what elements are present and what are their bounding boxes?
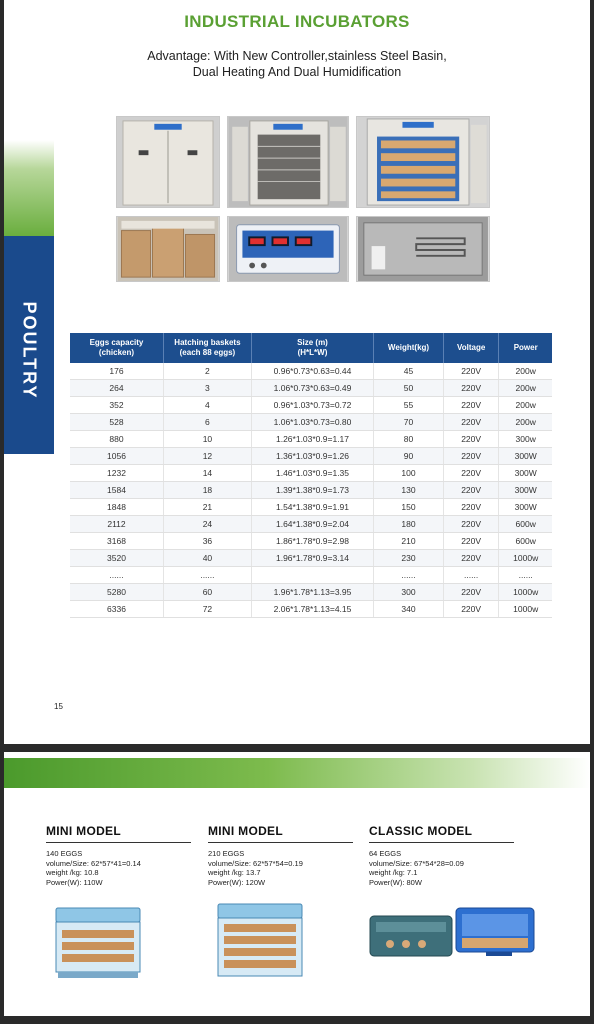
table-cell: 230 (374, 550, 444, 567)
model-power: Power(W): 80W (369, 877, 422, 887)
table-cell: 12 (163, 448, 251, 465)
mini-incubator-140-image (48, 902, 148, 982)
model-eggs: 64 EGGS (369, 849, 402, 858)
table-cell: 2 (163, 363, 251, 380)
table-cell (251, 567, 373, 584)
table-cell: 300w (499, 431, 552, 448)
controller-panel-image (228, 217, 348, 281)
model-size: volume/Size: 62*57*41=0.14 (46, 858, 141, 868)
table-cell: 1.36*1.03*0.9=1.26 (251, 448, 373, 465)
table-cell: 180 (374, 516, 444, 533)
sidebar-green-accent (4, 140, 54, 236)
table-row (70, 448, 552, 465)
table-row (70, 465, 552, 482)
table-cell: 3 (163, 380, 251, 397)
table-cell: 60 (163, 584, 251, 601)
table-row (70, 584, 552, 601)
table-cell: 220V (443, 465, 499, 482)
table-cell: 14 (163, 465, 251, 482)
table-cell: 300W (499, 499, 552, 516)
model-name: MINI MODEL (208, 824, 353, 843)
incubator-closed-image (117, 117, 219, 207)
table-row (70, 397, 552, 414)
model-specs (208, 849, 353, 887)
table-row (70, 499, 552, 516)
photo-packed-boxes (116, 216, 220, 282)
subtitle-line-1: Advantage: With New Controller,stainless Steel Basin, (147, 49, 447, 63)
packed-boxes-image (117, 217, 219, 281)
model-name: CLASSIC MODEL (369, 824, 514, 843)
incubator-open-image (228, 117, 348, 207)
table-cell: 70 (374, 414, 444, 431)
table-cell: 80 (374, 431, 444, 448)
page-subtitle (4, 48, 590, 80)
mini-incubator-140-picture (48, 902, 148, 982)
table-cell: 176 (70, 363, 163, 380)
table-cell: 1232 (70, 465, 163, 482)
classic-incubator-64-picture (366, 902, 538, 982)
table-cell: 220V (443, 499, 499, 516)
table-row (70, 431, 552, 448)
table-cell: 1.26*1.03*0.9=1.17 (251, 431, 373, 448)
model-specs (369, 849, 514, 887)
table-cell: 3168 (70, 533, 163, 550)
col-weight: Weight(kg) (374, 333, 444, 363)
table-cell: 220V (443, 414, 499, 431)
table-cell: 90 (374, 448, 444, 465)
table-row (70, 380, 552, 397)
table-cell: 10 (163, 431, 251, 448)
incubator-photo-open-trays (227, 116, 349, 208)
table-cell: 1.96*1.78*1.13=3.95 (251, 584, 373, 601)
table-cell: 2.06*1.78*1.13=4.15 (251, 601, 373, 618)
page-title: INDUSTRIAL INCUBATORS (184, 12, 410, 31)
table-cell: 24 (163, 516, 251, 533)
table-cell: 2112 (70, 516, 163, 533)
col-voltage: Voltage (443, 333, 499, 363)
table-cell: 40 (163, 550, 251, 567)
brochure-page-mini-models (4, 752, 590, 1016)
table-cell: 1584 (70, 482, 163, 499)
table-cell: 1000w (499, 601, 552, 618)
spec-table-header-row (70, 333, 552, 363)
table-cell: 340 (374, 601, 444, 618)
table-cell: 220V (443, 482, 499, 499)
model-size: volume/Size: 62*57*54=0.19 (208, 858, 303, 868)
model-size: volume/Size: 67*54*28=0.09 (369, 858, 464, 868)
model-eggs: 140 EGGS (46, 849, 83, 858)
table-cell: 220V (443, 380, 499, 397)
table-cell: 200w (499, 363, 552, 380)
steel-basin-image (357, 217, 489, 281)
model-weight: weight /kg: 7.1 (369, 868, 418, 877)
table-cell: ...... (70, 567, 163, 584)
table-cell: ...... (443, 567, 499, 584)
photo-controller-panel (227, 216, 349, 282)
model-name: MINI MODEL (46, 824, 191, 843)
table-cell: 200w (499, 380, 552, 397)
table-cell: 45 (374, 363, 444, 380)
col-hatching-baskets: Hatching baskets (each 88 eggs) (163, 333, 251, 363)
model-eggs: 210 EGGS (208, 849, 245, 858)
table-cell: 1848 (70, 499, 163, 516)
model-weight: weight /kg: 13.7 (208, 868, 261, 877)
col-eggs-capacity: Eggs capacity (chicken) (70, 333, 163, 363)
incubator-egg-trays-image (357, 117, 489, 207)
table-cell: 0.96*1.03*0.73=0.72 (251, 397, 373, 414)
table-row (70, 567, 552, 584)
table-cell: ...... (374, 567, 444, 584)
table-cell: 130 (374, 482, 444, 499)
table-cell: 21 (163, 499, 251, 516)
table-cell: 1000w (499, 550, 552, 567)
table-cell: 1.64*1.38*0.9=2.04 (251, 516, 373, 533)
sidebar-category-label (4, 260, 54, 440)
table-cell: 5280 (70, 584, 163, 601)
table-row (70, 363, 552, 380)
classic-incubator-64-image (366, 902, 538, 982)
table-cell: 220V (443, 601, 499, 618)
table-cell: 1.39*1.38*0.9=1.73 (251, 482, 373, 499)
table-cell: 1.06*1.03*0.73=0.80 (251, 414, 373, 431)
table-cell: 210 (374, 533, 444, 550)
table-cell: 1.46*1.03*0.9=1.35 (251, 465, 373, 482)
page-number: 15 (54, 702, 63, 711)
table-row (70, 533, 552, 550)
col-power: Power (499, 333, 552, 363)
model-card-mini-140 (46, 824, 191, 887)
table-cell: 1056 (70, 448, 163, 465)
table-cell: 1.06*0.73*0.63=0.49 (251, 380, 373, 397)
model-weight: weight /kg: 10.8 (46, 868, 99, 877)
table-cell: 880 (70, 431, 163, 448)
model-specs (46, 849, 191, 887)
table-cell: 72 (163, 601, 251, 618)
table-cell: 220V (443, 584, 499, 601)
green-gradient-banner (4, 758, 590, 788)
col-size: Size (m) (H*L*W) (251, 333, 373, 363)
table-cell: 6336 (70, 601, 163, 618)
mini-incubator-210-picture (210, 902, 310, 982)
table-cell: 300W (499, 465, 552, 482)
table-cell: 18 (163, 482, 251, 499)
table-cell: 1.96*1.78*0.9=3.14 (251, 550, 373, 567)
table-cell: 200w (499, 397, 552, 414)
incubator-photo-egg-trays (356, 116, 490, 208)
model-power: Power(W): 110W (46, 877, 103, 887)
table-cell: 55 (374, 397, 444, 414)
table-cell: 220V (443, 431, 499, 448)
mini-incubator-210-image (210, 902, 310, 982)
table-cell: 220V (443, 397, 499, 414)
table-row (70, 550, 552, 567)
table-cell: 1000w (499, 584, 552, 601)
spec-table (70, 333, 552, 618)
photo-steel-basin (356, 216, 490, 282)
table-row (70, 601, 552, 618)
table-cell: 4 (163, 397, 251, 414)
table-row (70, 516, 552, 533)
table-cell: ...... (163, 567, 251, 584)
table-cell: 36 (163, 533, 251, 550)
incubator-photo-closed (116, 116, 220, 208)
spec-table-body (70, 363, 552, 618)
table-cell: ...... (499, 567, 552, 584)
table-cell: 220V (443, 516, 499, 533)
table-cell: 3520 (70, 550, 163, 567)
table-cell: 300W (499, 448, 552, 465)
table-cell: 220V (443, 550, 499, 567)
table-cell: 300W (499, 482, 552, 499)
table-cell: 100 (374, 465, 444, 482)
table-cell: 220V (443, 363, 499, 380)
model-card-classic-64 (369, 824, 514, 887)
table-cell: 50 (374, 380, 444, 397)
table-cell: 150 (374, 499, 444, 516)
poultry-label: POULTRY (19, 301, 40, 399)
table-cell: 264 (70, 380, 163, 397)
table-cell: 300 (374, 584, 444, 601)
brochure-page-industrial (4, 0, 590, 744)
table-cell: 200w (499, 414, 552, 431)
table-cell: 1.86*1.78*0.9=2.98 (251, 533, 373, 550)
model-power: Power(W): 120W (208, 877, 266, 887)
table-cell: 6 (163, 414, 251, 431)
table-cell: 0.96*0.73*0.63=0.44 (251, 363, 373, 380)
table-cell: 600w (499, 533, 552, 550)
subtitle-line-2: Dual Heating And Dual Humidification (192, 65, 402, 79)
model-card-mini-210 (208, 824, 353, 887)
table-cell: 220V (443, 533, 499, 550)
table-cell: 352 (70, 397, 163, 414)
table-cell: 1.54*1.38*0.9=1.91 (251, 499, 373, 516)
table-row (70, 482, 552, 499)
table-row (70, 414, 552, 431)
table-cell: 600w (499, 516, 552, 533)
table-cell: 220V (443, 448, 499, 465)
table-cell: 528 (70, 414, 163, 431)
